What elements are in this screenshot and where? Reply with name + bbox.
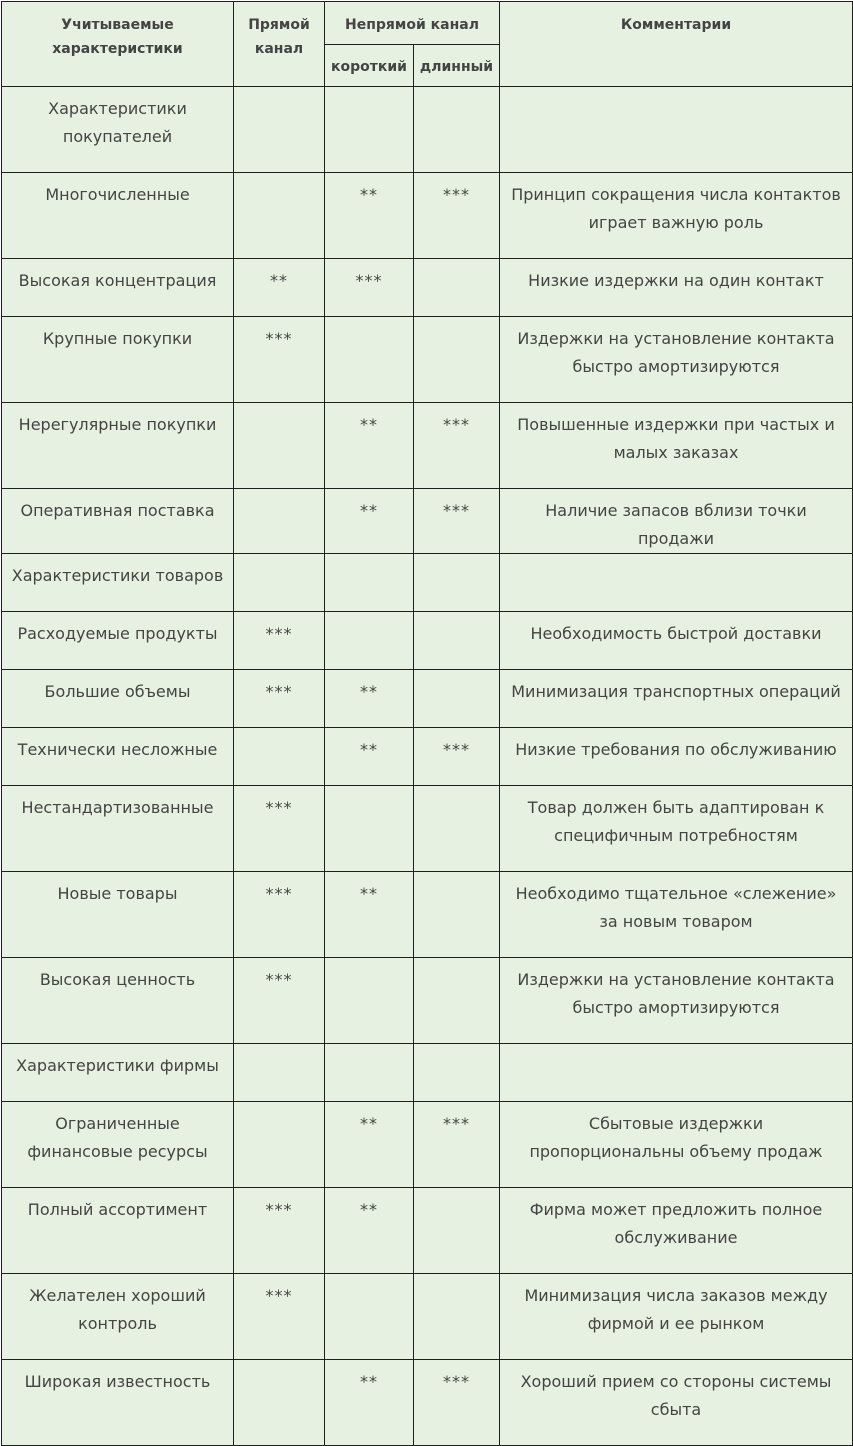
table-row — [2, 1044, 853, 1102]
cell-comment: Издержки на установление контакта быстро амортизируются — [500, 958, 853, 1044]
cell-comment: Низкие требования по обслуживанию — [500, 728, 853, 786]
cell-direct: *** — [234, 786, 325, 872]
cell-characteristic: Большие объемы — [2, 670, 234, 728]
cell-short — [325, 1044, 414, 1102]
cell-characteristic: Полный ассортимент — [2, 1188, 234, 1274]
cell-long — [414, 1044, 500, 1102]
cell-characteristic: Характеристики товаров — [2, 554, 234, 612]
cell-characteristic: Многочисленные — [2, 173, 234, 259]
cell-characteristic: Ограниченные финансовые ресурсы — [2, 1102, 234, 1188]
header-indirect-channel: Непрямой канал — [325, 2, 500, 45]
cell-comment: Принцип сокращения числа контактов играет важную роль — [500, 173, 853, 259]
table-row — [2, 1360, 853, 1446]
cell-short — [325, 786, 414, 872]
cell-direct: *** — [234, 612, 325, 670]
cell-short — [325, 87, 414, 173]
cell-long — [414, 1188, 500, 1274]
cell-short: ** — [325, 489, 414, 554]
cell-short — [325, 1274, 414, 1360]
cell-long: *** — [414, 489, 500, 554]
cell-direct — [234, 173, 325, 259]
cell-direct — [234, 728, 325, 786]
cell-long — [414, 670, 500, 728]
cell-direct — [234, 1102, 325, 1188]
table-row — [2, 728, 853, 786]
cell-comment: Повышенные издержки при частых и малых заказах — [500, 403, 853, 489]
table-row — [2, 317, 853, 403]
cell-short: ** — [325, 403, 414, 489]
cell-short: ** — [325, 728, 414, 786]
header-direct-channel: Прямой канал — [234, 2, 325, 87]
table-row — [2, 87, 853, 173]
cell-short: *** — [325, 259, 414, 317]
cell-characteristic: Высокая ценность — [2, 958, 234, 1044]
table-row — [2, 554, 853, 612]
cell-short — [325, 554, 414, 612]
cell-characteristic: Высокая концентрация — [2, 259, 234, 317]
header-short: короткий — [325, 45, 414, 87]
cell-direct — [234, 87, 325, 173]
cell-characteristic: Широкая известность — [2, 1360, 234, 1446]
cell-long — [414, 87, 500, 173]
cell-long: *** — [414, 728, 500, 786]
cell-long — [414, 872, 500, 958]
table-row — [2, 872, 853, 958]
table-row — [2, 786, 853, 872]
cell-characteristic: Расходуемые продукты — [2, 612, 234, 670]
cell-long — [414, 259, 500, 317]
cell-short — [325, 612, 414, 670]
cell-long — [414, 554, 500, 612]
table-row — [2, 173, 853, 259]
cell-comment: Необходимо тщательное «слежение» за новым товаром — [500, 872, 853, 958]
cell-comment: Наличие запасов вблизи точки продажи — [500, 489, 853, 554]
cell-direct — [234, 1044, 325, 1102]
header-comments: Комментарии — [500, 2, 853, 87]
cell-short: ** — [325, 872, 414, 958]
cell-comment — [500, 87, 853, 173]
cell-long: *** — [414, 173, 500, 259]
cell-long — [414, 612, 500, 670]
table-header — [2, 2, 853, 87]
table-row — [2, 489, 853, 554]
table-row — [2, 670, 853, 728]
cell-direct — [234, 489, 325, 554]
cell-comment: Необходимость быстрой доставки — [500, 612, 853, 670]
cell-direct: *** — [234, 958, 325, 1044]
cell-comment: Фирма может предложить полное обслуживание — [500, 1188, 853, 1274]
cell-short: ** — [325, 1188, 414, 1274]
cell-direct — [234, 554, 325, 612]
header-characteristics: Учитываемые характеристики — [2, 2, 234, 87]
table-row — [2, 259, 853, 317]
cell-characteristic: Крупные покупки — [2, 317, 234, 403]
cell-characteristic: Технически несложные — [2, 728, 234, 786]
cell-comment: Сбытовые издержки пропорциональны объему продаж — [500, 1102, 853, 1188]
cell-characteristic: Нестандартизованные — [2, 786, 234, 872]
cell-comment — [500, 1044, 853, 1102]
distribution-channel-table — [1, 1, 853, 1446]
cell-comment: Минимизация числа заказов между фирмой и ее рынком — [500, 1274, 853, 1360]
table-row — [2, 1274, 853, 1360]
cell-short — [325, 317, 414, 403]
cell-direct: *** — [234, 872, 325, 958]
cell-comment: Издержки на установление контакта быстро амортизируются — [500, 317, 853, 403]
cell-characteristic: Желателен хороший контроль — [2, 1274, 234, 1360]
cell-direct: ** — [234, 259, 325, 317]
cell-direct: *** — [234, 317, 325, 403]
cell-long: *** — [414, 403, 500, 489]
table-row — [2, 612, 853, 670]
cell-comment: Товар должен быть адаптирован к специфичным потребностям — [500, 786, 853, 872]
cell-short: ** — [325, 1360, 414, 1446]
table-row — [2, 958, 853, 1044]
cell-long — [414, 958, 500, 1044]
cell-long — [414, 786, 500, 872]
cell-long — [414, 317, 500, 403]
cell-characteristic: Нерегулярные покупки — [2, 403, 234, 489]
cell-characteristic: Характеристики фирмы — [2, 1044, 234, 1102]
cell-short: ** — [325, 670, 414, 728]
cell-long: *** — [414, 1102, 500, 1188]
cell-short — [325, 958, 414, 1044]
cell-short: ** — [325, 173, 414, 259]
cell-direct: *** — [234, 670, 325, 728]
table-row — [2, 1102, 853, 1188]
cell-comment — [500, 554, 853, 612]
cell-characteristic: Характеристики покупателей — [2, 87, 234, 173]
header-long: длинный — [414, 45, 500, 87]
cell-direct — [234, 1360, 325, 1446]
table-row — [2, 1188, 853, 1274]
cell-direct: *** — [234, 1274, 325, 1360]
cell-characteristic: Новые товары — [2, 872, 234, 958]
cell-long: *** — [414, 1360, 500, 1446]
cell-direct — [234, 403, 325, 489]
cell-comment: Хороший прием со стороны системы сбыта — [500, 1360, 853, 1446]
cell-long — [414, 1274, 500, 1360]
cell-characteristic: Оперативная поставка — [2, 489, 234, 554]
table-body — [2, 87, 853, 1446]
cell-comment: Минимизация транспортных операций — [500, 670, 853, 728]
cell-comment: Низкие издержки на один контакт — [500, 259, 853, 317]
cell-short: ** — [325, 1102, 414, 1188]
cell-direct: *** — [234, 1188, 325, 1274]
table-row — [2, 403, 853, 489]
